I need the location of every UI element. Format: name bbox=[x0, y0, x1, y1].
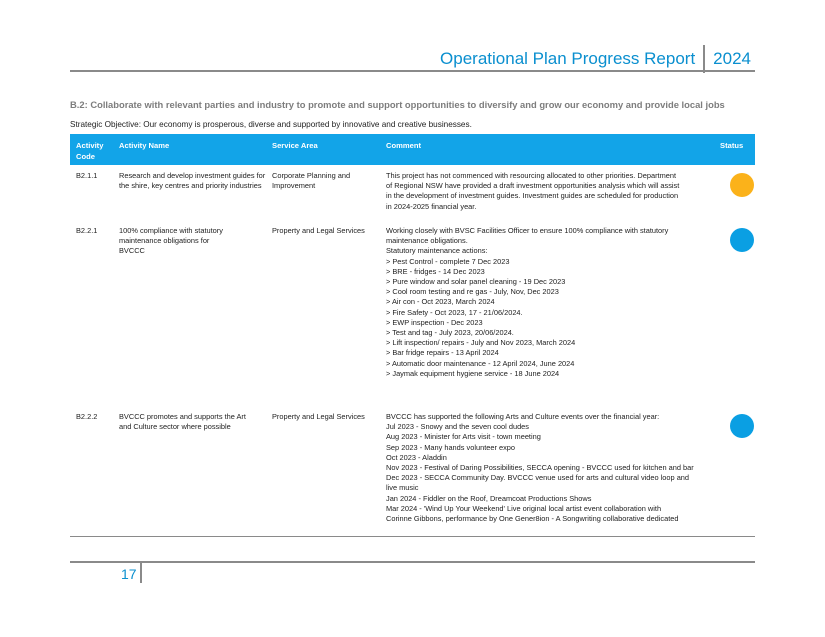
comment-line: Aug 2023 - Minister for Arts visit - town meeting bbox=[386, 432, 541, 442]
table-row bbox=[70, 412, 755, 538]
comment bbox=[380, 171, 714, 226]
column-header-status: Status bbox=[720, 141, 744, 150]
footer-rule bbox=[70, 561, 755, 563]
comment-line: > Pest Control - complete 7 Dec 2023 bbox=[386, 256, 510, 266]
comment-line: > Cool room testing and re gas - July, Nov, Dec 2023 bbox=[386, 287, 559, 297]
comment-line: in the development of investment guides. Investment guides are scheduled for production bbox=[386, 191, 679, 201]
comment-line: maintenance obligations. bbox=[386, 236, 468, 246]
comment-line: > EWP inspection - Dec 2023 bbox=[386, 317, 483, 327]
header-rule bbox=[70, 70, 755, 72]
comment bbox=[380, 412, 714, 538]
comment bbox=[380, 226, 714, 411]
comment-line: Dec 2023 - SECCA Community Day. BVCCC venue used for arts and cultural video loop and bbox=[386, 473, 690, 483]
comment-line: Mar 2024 - 'Wind Up Your Weekend' Live original local artist event collaboration with bbox=[386, 503, 662, 513]
comment-line: Statutory maintenance actions: bbox=[386, 246, 488, 256]
footer-divider bbox=[140, 563, 142, 583]
column-header-comment: Comment bbox=[386, 141, 422, 150]
service-area: Property and Legal Services bbox=[272, 226, 365, 235]
comment-line: > BRE - fridges - 14 Dec 2023 bbox=[386, 266, 485, 276]
comment-line: This project has not commenced with resourcing allocated to other priorities. Department bbox=[386, 171, 677, 180]
comment-line: Corinne Gibbons, performance by One Gener8ion - A Songwriting collaborative dedicated bbox=[386, 514, 679, 524]
comment-line: > Bar fridge repairs - 13 April 2024 bbox=[386, 348, 499, 358]
activity-code: B2.2.2 bbox=[76, 412, 98, 421]
comment-line: Sep 2023 - Many hands volunteer expo bbox=[386, 442, 516, 452]
activity-name: 100% compliance with statutory maintenance obligations for BVCCC bbox=[119, 226, 223, 256]
report-year: 2024 bbox=[713, 49, 751, 68]
table-row bbox=[70, 171, 755, 226]
comment-line: > Pure window and solar panel cleaning - 19 Dec 2023 bbox=[386, 277, 566, 287]
comment-line: > Lift inspection/ repairs - July and Nov 2023, March 2024 bbox=[386, 338, 576, 348]
comment-line: Jul 2023 - Snowy and the seven cool dudes bbox=[386, 422, 529, 432]
activity-name: BVCCC promotes and supports the Art and Culture sector where possible bbox=[119, 412, 246, 432]
comment-line: BVCCC has supported the following Arts and Culture events over the financial year: bbox=[386, 412, 660, 421]
report-header bbox=[440, 46, 751, 72]
comment-line: Working closely with BVSC Facilities Officer to ensure 100% compliance with statutory bbox=[386, 226, 669, 235]
comment-line: live music bbox=[386, 483, 419, 493]
comment-line: > Air con - Oct 2023, March 2024 bbox=[386, 297, 495, 307]
column-header-code: Activity Code bbox=[76, 141, 104, 161]
comment-line: Jan 2024 - Fiddler on the Roof, Dreamcoat Productions Shows bbox=[386, 493, 592, 503]
status-indicator bbox=[730, 173, 754, 197]
objective-heading: B.2: Collaborate with relevant parties and industry to promote and support opportunities to diversify and grow our economy and provide local jobs bbox=[70, 99, 725, 110]
column-header-service-area: Service Area bbox=[272, 141, 318, 150]
activity-code: B2.2.1 bbox=[76, 226, 98, 235]
table-bottom-rule bbox=[70, 536, 755, 537]
comment-line: > Jaymak equipment hygiene service - 18 June 2024 bbox=[386, 368, 560, 378]
comment-line: of Regional NSW have provided a draft investment opportunities analysis which will assist bbox=[386, 181, 680, 191]
comment-line: Oct 2023 - Aladdin bbox=[386, 452, 447, 462]
table-row bbox=[70, 226, 755, 411]
column-header-name: Activity Name bbox=[119, 141, 170, 150]
activity-name: Research and develop investment guides for the shire, key centres and priority industries bbox=[119, 171, 266, 191]
comment-line: in 2024-2025 financial year. bbox=[386, 201, 477, 211]
status-indicator bbox=[730, 228, 754, 252]
page-number: 17 bbox=[121, 566, 137, 582]
strategic-objective: Strategic Objective: Our economy is prosperous, diverse and supported by innovative and creative businesses. bbox=[70, 120, 472, 129]
report-title: Operational Plan Progress Report bbox=[440, 49, 696, 68]
activities-table bbox=[70, 134, 755, 538]
activity-code: B2.1.1 bbox=[76, 171, 98, 180]
comment-line: > Test and tag - July 2023, 20/06/2024. bbox=[386, 328, 514, 338]
header-divider bbox=[703, 45, 705, 73]
status-indicator bbox=[730, 414, 754, 438]
service-area: Property and Legal Services bbox=[272, 412, 365, 421]
service-area: Corporate Planning and Improvement bbox=[272, 171, 351, 191]
comment-line: > Automatic door maintenance - 12 April 2024, June 2024 bbox=[386, 358, 575, 368]
table-header bbox=[70, 134, 755, 165]
comment-line: > Fire Safety - Oct 2023, 17 - 21/06/2024. bbox=[386, 307, 523, 317]
comment-line: Nov 2023 - Festival of Daring Possibilities, SECCA opening - BVCCC used for kitchen and bar bbox=[386, 463, 694, 473]
